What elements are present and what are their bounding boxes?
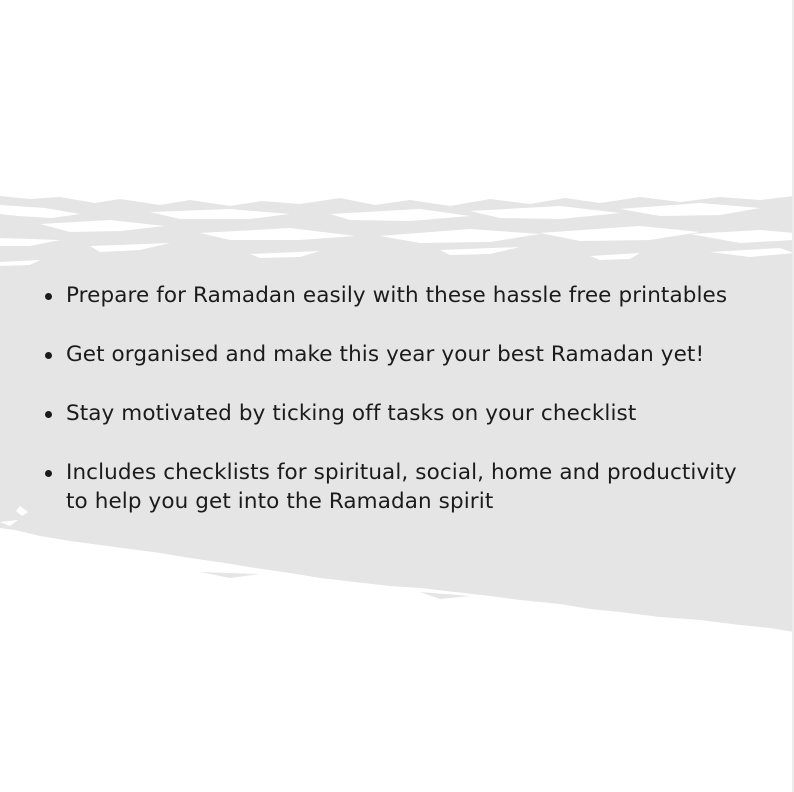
bullet-text: Includes checklists for spiritual, social, home and productivity to help you get into the Ramadan spirit [66, 460, 737, 514]
bullet-dot-icon [45, 352, 52, 359]
bullet-dot-icon [45, 411, 52, 418]
bullet-text: Stay motivated by ticking off tasks on your checklist [66, 401, 637, 426]
bullet-dot-icon [45, 293, 52, 300]
bullet-text: Prepare for Ramadan easily with these hassle free printables [66, 283, 728, 308]
feature-bullet-list [43, 281, 763, 546]
list-item [43, 458, 763, 516]
bullet-text: Get organised and make this year your best Ramadan yet! [66, 342, 705, 367]
list-item [43, 340, 763, 369]
list-item [43, 399, 763, 428]
list-item [43, 281, 763, 310]
bullet-dot-icon [45, 470, 52, 477]
